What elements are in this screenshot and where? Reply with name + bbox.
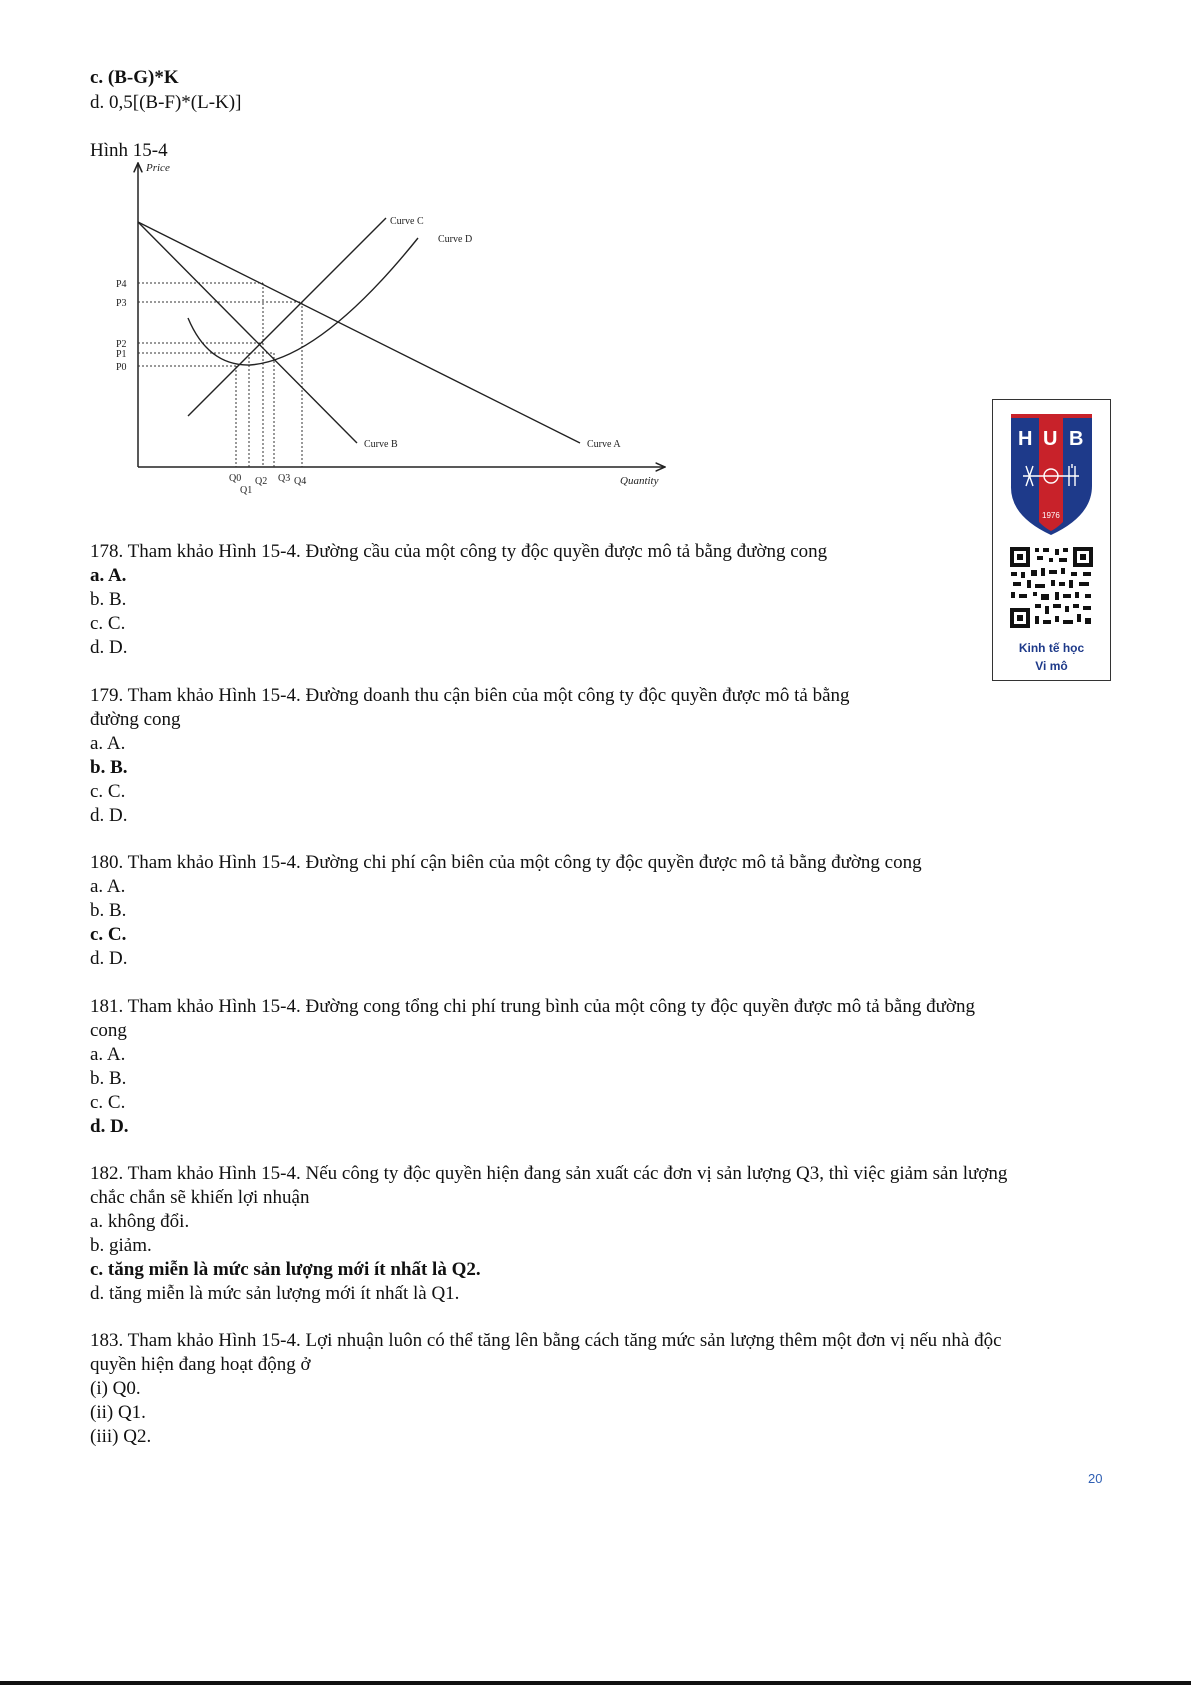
price-label-p0: P0 (116, 362, 127, 373)
q180-option-c: c. C. (90, 924, 127, 945)
price-label-p1: P1 (116, 349, 127, 360)
q182-option-a: a. không đổi. (90, 1211, 190, 1232)
logo-letter-u: U (1043, 428, 1058, 450)
q181-option-d: d. D. (90, 1116, 129, 1137)
quantity-label-q1: Q1 (240, 485, 253, 496)
question-178-text: 178. Tham khảo Hình 15-4. Đường cầu của một công ty độc quyền được mô tả bằng đường cong (90, 541, 828, 562)
question-181-text-line1: 181. Tham khảo Hình 15-4. Đường cong tổng chi phí trung bình của một công ty độc quyền được mô tả bằng đường (90, 996, 975, 1017)
quantity-label-q2: Q2 (255, 476, 268, 487)
hub-logo-box (992, 399, 1111, 681)
price-label-p2: P2 (116, 339, 127, 350)
logo-caption-line2: Vi mô (1035, 659, 1068, 673)
q179-option-a: a. A. (90, 733, 126, 754)
question-179-text-line2: đường cong (90, 709, 181, 730)
q180-option-a: a. A. (90, 876, 126, 897)
q180-option-d: d. D. (90, 948, 128, 969)
answer-d-top: d. 0,5[(B-F)*(L-K)] (90, 92, 242, 113)
figure-15-4-chart (100, 160, 680, 500)
question-182-text-line2: chắc chắn sẽ khiến lợi nhuận (90, 1187, 310, 1208)
price-label-p4: P4 (116, 279, 127, 290)
logo-letter-b: B (1069, 428, 1084, 450)
q181-option-a: a. A. (90, 1044, 126, 1065)
quantity-label-q4: Q4 (294, 476, 307, 487)
y-axis-label: Price (146, 162, 170, 174)
hub-logo (993, 400, 1110, 680)
q181-option-c: c. C. (90, 1092, 126, 1113)
guide-lines (138, 283, 302, 467)
curve-a-line (138, 222, 580, 443)
q178-option-d: d. D. (90, 637, 128, 658)
q182-option-b: b. giảm. (90, 1235, 152, 1256)
figure-title: Hình 15-4 (90, 140, 168, 161)
answer-c-top: c. (B-G)*K (90, 67, 179, 88)
quantity-label-q3: Q3 (278, 473, 291, 484)
curve-a-label: Curve A (587, 439, 621, 450)
curve-b-label: Curve B (364, 439, 398, 450)
logo-letter-h: H (1018, 428, 1033, 450)
q178-option-c: c. C. (90, 613, 126, 634)
q182-option-d: d. tăng miễn là mức sản lượng mới ít nhất là Q1. (90, 1283, 460, 1304)
curve-d-label: Curve D (438, 234, 473, 245)
question-179-text-line1: 179. Tham khảo Hình 15-4. Đường doanh thu cận biên của một công ty độc quyền được mô tả bằng (90, 685, 850, 706)
curve-c-label: Curve C (390, 216, 424, 227)
q178-option-a: a. A. (90, 565, 127, 586)
q181-option-b: b. B. (90, 1068, 127, 1089)
price-label-p3: P3 (116, 298, 127, 309)
question-182-text-line1: 182. Tham khảo Hình 15-4. Nếu công ty độc quyền hiện đang sản xuất các đơn vị sản lượng Q3, thì việc giảm sản lượng (90, 1163, 1008, 1184)
question-183-text-line1: 183. Tham khảo Hình 15-4. Lợi nhuận luôn có thể tăng lên bằng cách tăng mức sản lượng thêm một đơn vị nếu nhà độc (90, 1330, 1002, 1351)
q183-option-i: (i) Q0. (90, 1378, 141, 1399)
question-180-text: 180. Tham khảo Hình 15-4. Đường chi phí cận biên của một công ty độc quyền được mô tả bằng đường cong (90, 852, 922, 873)
q179-option-b: b. B. (90, 757, 128, 778)
page-number: 20 (1088, 1471, 1103, 1486)
q178-option-b: b. B. (90, 589, 127, 610)
question-183-text-line2: quyền hiện đang hoạt động ở (90, 1354, 311, 1375)
q179-option-c: c. C. (90, 781, 126, 802)
bottom-divider (0, 1681, 1191, 1685)
logo-caption-line1: Kinh tế học (1018, 641, 1085, 655)
qr-code-icon (1008, 545, 1095, 630)
q179-option-d: d. D. (90, 805, 128, 826)
q180-option-b: b. B. (90, 900, 127, 921)
curve-c-line (188, 218, 386, 416)
question-181-text-line2: cong (90, 1020, 127, 1041)
q183-option-ii: (ii) Q1. (90, 1402, 146, 1423)
x-axis-label: Quantity (620, 475, 659, 487)
q183-option-iii: (iii) Q2. (90, 1426, 152, 1447)
logo-year: 1976 (1042, 511, 1060, 520)
q182-option-c: c. tăng miễn là mức sản lượng mới ít nhất là Q2. (90, 1259, 481, 1280)
quantity-label-q0: Q0 (229, 473, 242, 484)
